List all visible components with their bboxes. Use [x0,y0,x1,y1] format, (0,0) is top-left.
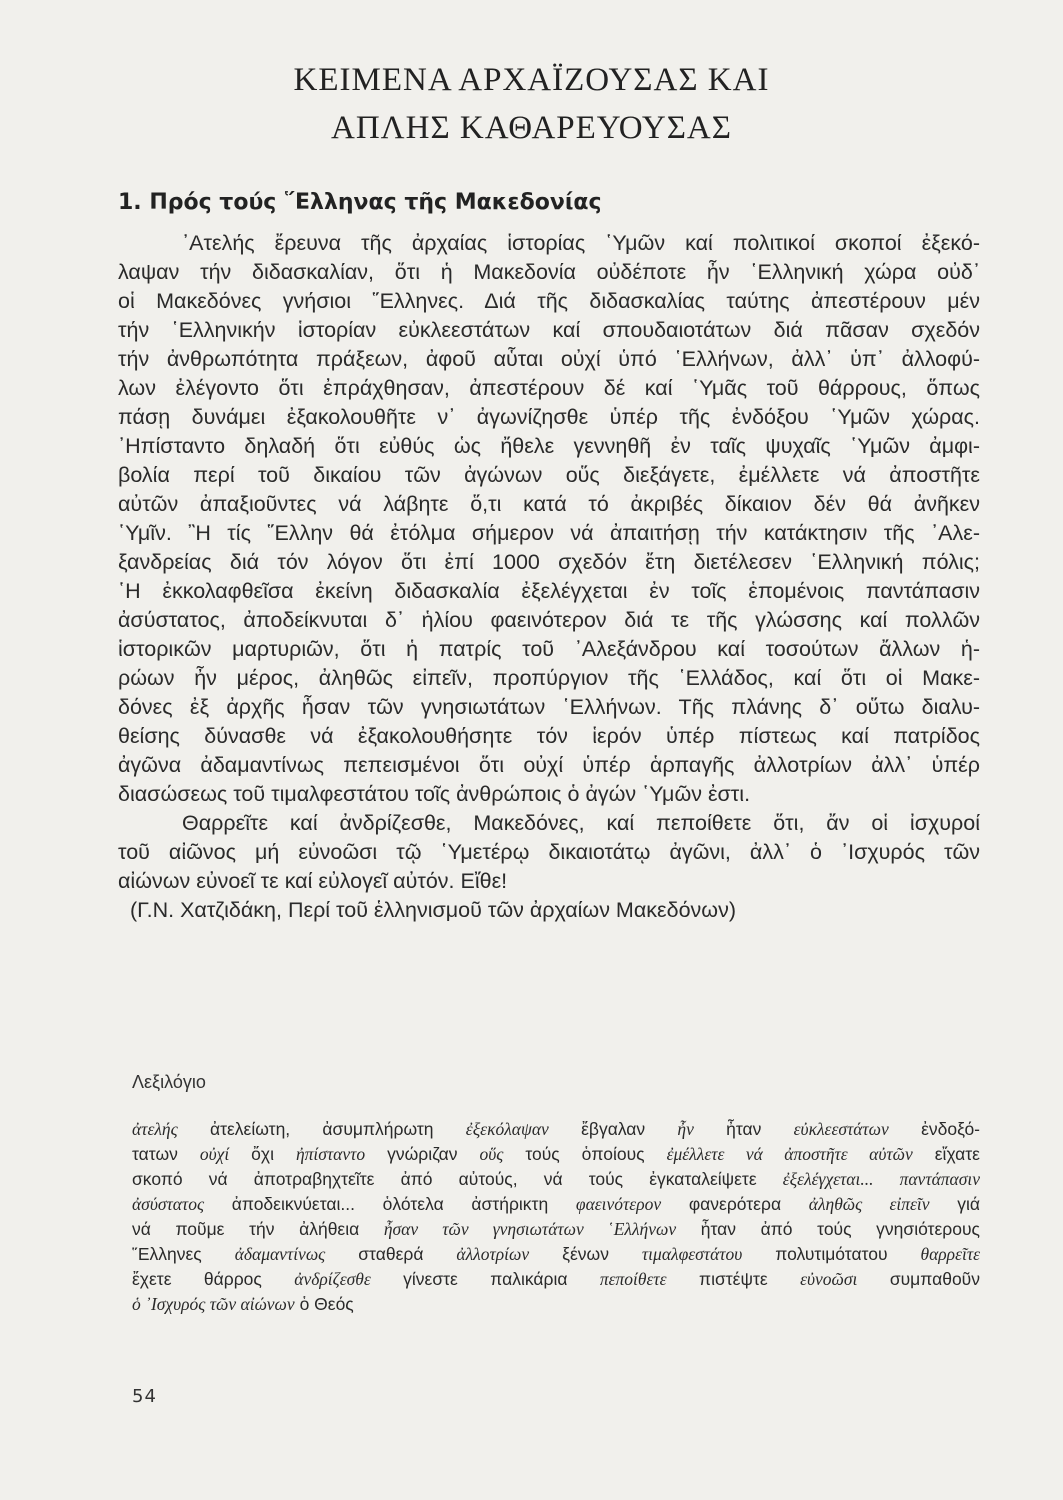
text-line: δόνες ἐξ ἀρχῆς ἦσαν τῶν γνησιωτάτων ῾Ελλήνων. Τῆς πλάνης δ᾿ οὕτω διαλυ- [118,695,980,719]
text-line: ἱστορικῶν μαρτυριῶν, ὅτι ἡ πατρίς τοῦ ᾿Αλεξάνδρου καί τοσούτων ἄλλων ἡ- [118,637,980,661]
glossary-line [132,1192,980,1217]
title-line-1: ΚΕΙΜΕΝΑ ΑΡΧΑΪΖΟΥΣΑΣ ΚΑΙ [293,62,770,98]
glossary-term: ἐμέλλετε νά ἀποστῆτε αὐτῶν [666,1144,913,1164]
glossary-definition: ἔβγαλαν [581,1119,646,1139]
text-line: θείσης δύνασθε νά ἐξακολουθήσητε τόν ἱερόν ὑπέρ πίστεως καί πατρίδος [118,724,980,748]
text-line: οἱ Μακεδόνες γνήσιοι ῞Ελληνες. Διά τῆς διδασκαλίας ταύτης ἀπεστέρουν μέν [118,289,980,313]
glossary-definition: ὁ Θεός [299,1294,354,1314]
glossary-term: ἀσύστατος [132,1194,205,1214]
glossary-term: οὕς [479,1144,504,1164]
glossary-line [132,1167,980,1192]
glossary-term: ἀλλοτρίων [456,1244,530,1264]
text-line: ρώων ἦν μέρος, ἀληθῶς εἰπεῖν, προπύργιον τῆς ῾Ελλάδος, καί ὅτι οἱ Μακε- [118,666,980,690]
glossary-term: εὐνοῶσι [800,1269,858,1289]
glossary-definition: φανερότερα [688,1194,782,1214]
glossary-definition: γίνεστε παλικάρια [403,1269,568,1289]
glossary-line [132,1117,980,1142]
glossary-term: ἀτελής [132,1119,178,1139]
text-line: ῾Η ἐκκολαφθεῖσα ἐκείνη διδασκαλία ἐξελέγχεται ἐν τοῖς ἑπομένοις παντάπασιν [118,579,980,603]
glossary-term: πεποίθετε [599,1269,667,1289]
text-line: βολία περί τοῦ δικαίου τῶν ἀγώνων οὕς διεξάγετε, ἐμέλλετε νά ἀποστῆτε [118,463,980,487]
glossary-definition: ἀτελείωτη, ἀσυμπλήρωτη [209,1119,434,1139]
text-line: Θαρρεῖτε καί ἀνδρίζεσθε, Μακεδόνες, καί πεποίθετε ὅτι, ἄν οἱ ἰσχυροί [182,811,980,835]
glossary-definition: συμπαθοῦν [889,1269,980,1289]
glossary-term: τιμαλφεστάτου [641,1244,743,1264]
glossary-term: ἦσαν τῶν γνησιωτάτων ῾Ελλήνων [383,1219,677,1239]
glossary-term: παντάπασιν [899,1169,980,1189]
text-line: ᾿Ηπίσταντο δηλαδή ὅτι εὐθύς ὡς ἤθελε γεννηθῆ ἐν ταῖς ψυχαῖς ῾Υμῶν ἀμφι- [118,434,980,458]
glossary-term: οὐχί [199,1144,230,1164]
glossary-definition: ξένων [562,1244,609,1264]
glossary-definition: τούς ὁποίους [525,1144,645,1164]
text-line: τοῦ αἰῶνος μή εὐνοῶσι τῷ ῾Υμετέρῳ δικαιοτάτῳ ἀγῶνι, ἀλλ᾿ ὁ ᾿Ισχυρός τῶν [118,840,980,864]
text-line: πάσῃ δυνάμει ἐξακολουθῆτε ν᾿ ἀγωνίζησθε ὑπέρ τῆς ἐνδόξου ῾Υμῶν χώρας. [118,405,980,429]
glossary-definition: πολυτιμότατου [775,1244,888,1264]
glossary-definition: γνώριζαν [387,1144,458,1164]
main-text [118,229,980,925]
glossary-line [132,1267,980,1292]
glossary-term: ἀνδρίζεσθε [294,1269,371,1289]
glossary-line [132,1242,980,1267]
glossary-definition: ἦταν [726,1119,762,1139]
section-heading: 1. Πρός τούς ῞Ελληνας τῆς Μακεδονίας [118,190,602,215]
text-line: ᾿Ατελής ἔρευνα τῆς ἀρχαίας ἱστορίας ῾Υμῶν καί πολιτικοί σκοποί ἐξεκό- [182,231,980,255]
glossary-definition: ἐνδοξό- [921,1119,981,1139]
glossary-definition: γιά [957,1194,980,1214]
glossary-definition: ἦταν ἀπό τούς γνησιότερους [700,1219,980,1239]
glossary-term: ἦν [677,1119,694,1139]
glossary-definition: σκοπό νά ἀποτραβηχτεῖτε ἀπό αὐτούς, νά τούς ἐγκαταλείψετε [132,1169,757,1189]
text-line: αἰώνων εὐνοεῖ τε καί εὐλογεῖ αὐτόν. Εἴθε! [118,869,508,893]
glossary-definition: ἀποδεικνύεται... ὁλότελα ἀστήρικτη [231,1194,549,1214]
text-line: τήν ἀνθρωπότητα πράξεων, ἀφοῦ αὗται οὐχί ὑπό ῾Ελλήνων, ἀλλ᾿ ὑπ᾿ ἀλλοφύ- [118,347,980,371]
glossary-term: ὁ ᾿Ισχυρός τῶν αἰώνων [132,1294,295,1314]
glossary-line [132,1217,980,1242]
glossary-definition: νά ποῦμε τήν ἀλήθεια [132,1219,360,1239]
glossary-term: ἠπίσταντο [295,1144,366,1164]
glossary-term: ἐξελέγχεται... [782,1169,874,1189]
text-line: ξανδρείας διά τόν λόγον ὅτι ἐπί 1000 σχεδόν ἔτη διετέλεσεν ῾Ελληνική πόλις; [118,550,980,574]
glossary-title: Λεξιλόγιο [132,1072,206,1092]
title-line-2: ΑΠΛΗΣ ΚΑΘΑΡΕΥΟΥΣΑΣ [331,110,732,146]
glossary-term: ἐξεκόλαψαν [465,1119,549,1139]
glossary-definition: ἔχετε θάρρος [132,1269,262,1289]
glossary-definition: σταθερά [358,1244,424,1264]
glossary-term: εὐκλεεστάτων [793,1119,889,1139]
text-line: ἀσύστατος, ἀποδείκνυται δ᾿ ἡλίου φαεινότερον διά τε τῆς γλώσσης καί πολλῶν [118,608,980,632]
glossary [132,1117,980,1317]
glossary-line [132,1292,980,1317]
glossary-term: θαρρεῖτε [920,1244,980,1264]
glossary-term: ἀδαμαντίνως [234,1244,326,1264]
source-citation: (Γ.Ν. Χατζιδάκη, Περί τοῦ ἑλληνισμοῦ τῶν ἀρχαίων Μακεδόνων) [130,898,736,922]
glossary-term: φαεινότερον [575,1194,662,1214]
text-line: τήν ῾Ελληνικήν ἱστορίαν εὐκλεεστάτων καί σπουδαιοτάτων διά πᾶσαν σχεδόν [118,318,980,342]
page-number: 54 [132,1386,157,1407]
glossary-definition: εἴχατε [934,1144,980,1164]
text-line: λων ἐλέγοντο ὅτι ἐπράχθησαν, ἀπεστέρουν δέ καί ῾Υμᾶς τοῦ θάρρους, ὅπως [118,376,980,400]
text-line: ἀγῶνα ἀδαμαντίνως πεπεισμένοι ὅτι οὐχί ὑπέρ ἁρπαγῆς ἀλλοτρίων ἀλλ᾿ ὑπέρ [118,753,980,777]
paragraph-1 [118,229,980,809]
text-line: ῾Υμῖν. ῍Η τίς ῞Ελλην θά ἐτόλμα σήμερον νά ἀπαιτήσῃ τήν κατάκτησιν τῆς ᾿Αλε- [118,521,980,545]
glossary-term: ἀληθῶς εἰπεῖν [808,1194,930,1214]
glossary-line [132,1142,980,1167]
glossary-definition: ὄχι [251,1144,274,1164]
glossary-definition: πιστέψτε [699,1269,768,1289]
glossary-definition: ῞Ελληνες [132,1244,202,1264]
glossary-definition: τατων [132,1144,178,1164]
paragraph-2 [118,809,980,896]
text-line: λαψαν τήν διδασκαλίαν, ὅτι ἡ Μακεδονία οὐδέποτε ἦν ῾Ελληνική χώρα οὐδ᾿ [118,260,980,284]
text-line: αὐτῶν ἀπαξιοῦντες νά λάβητε ὅ,τι κατά τό ἀκριβές δίκαιον δέν θά ἀνῆκεν [118,492,980,516]
text-line: διασώσεως τοῦ τιμαλφεστάτου τοῖς ἀνθρώποις ὁ ἀγών ῾Υμῶν ἐστι. [118,782,751,806]
